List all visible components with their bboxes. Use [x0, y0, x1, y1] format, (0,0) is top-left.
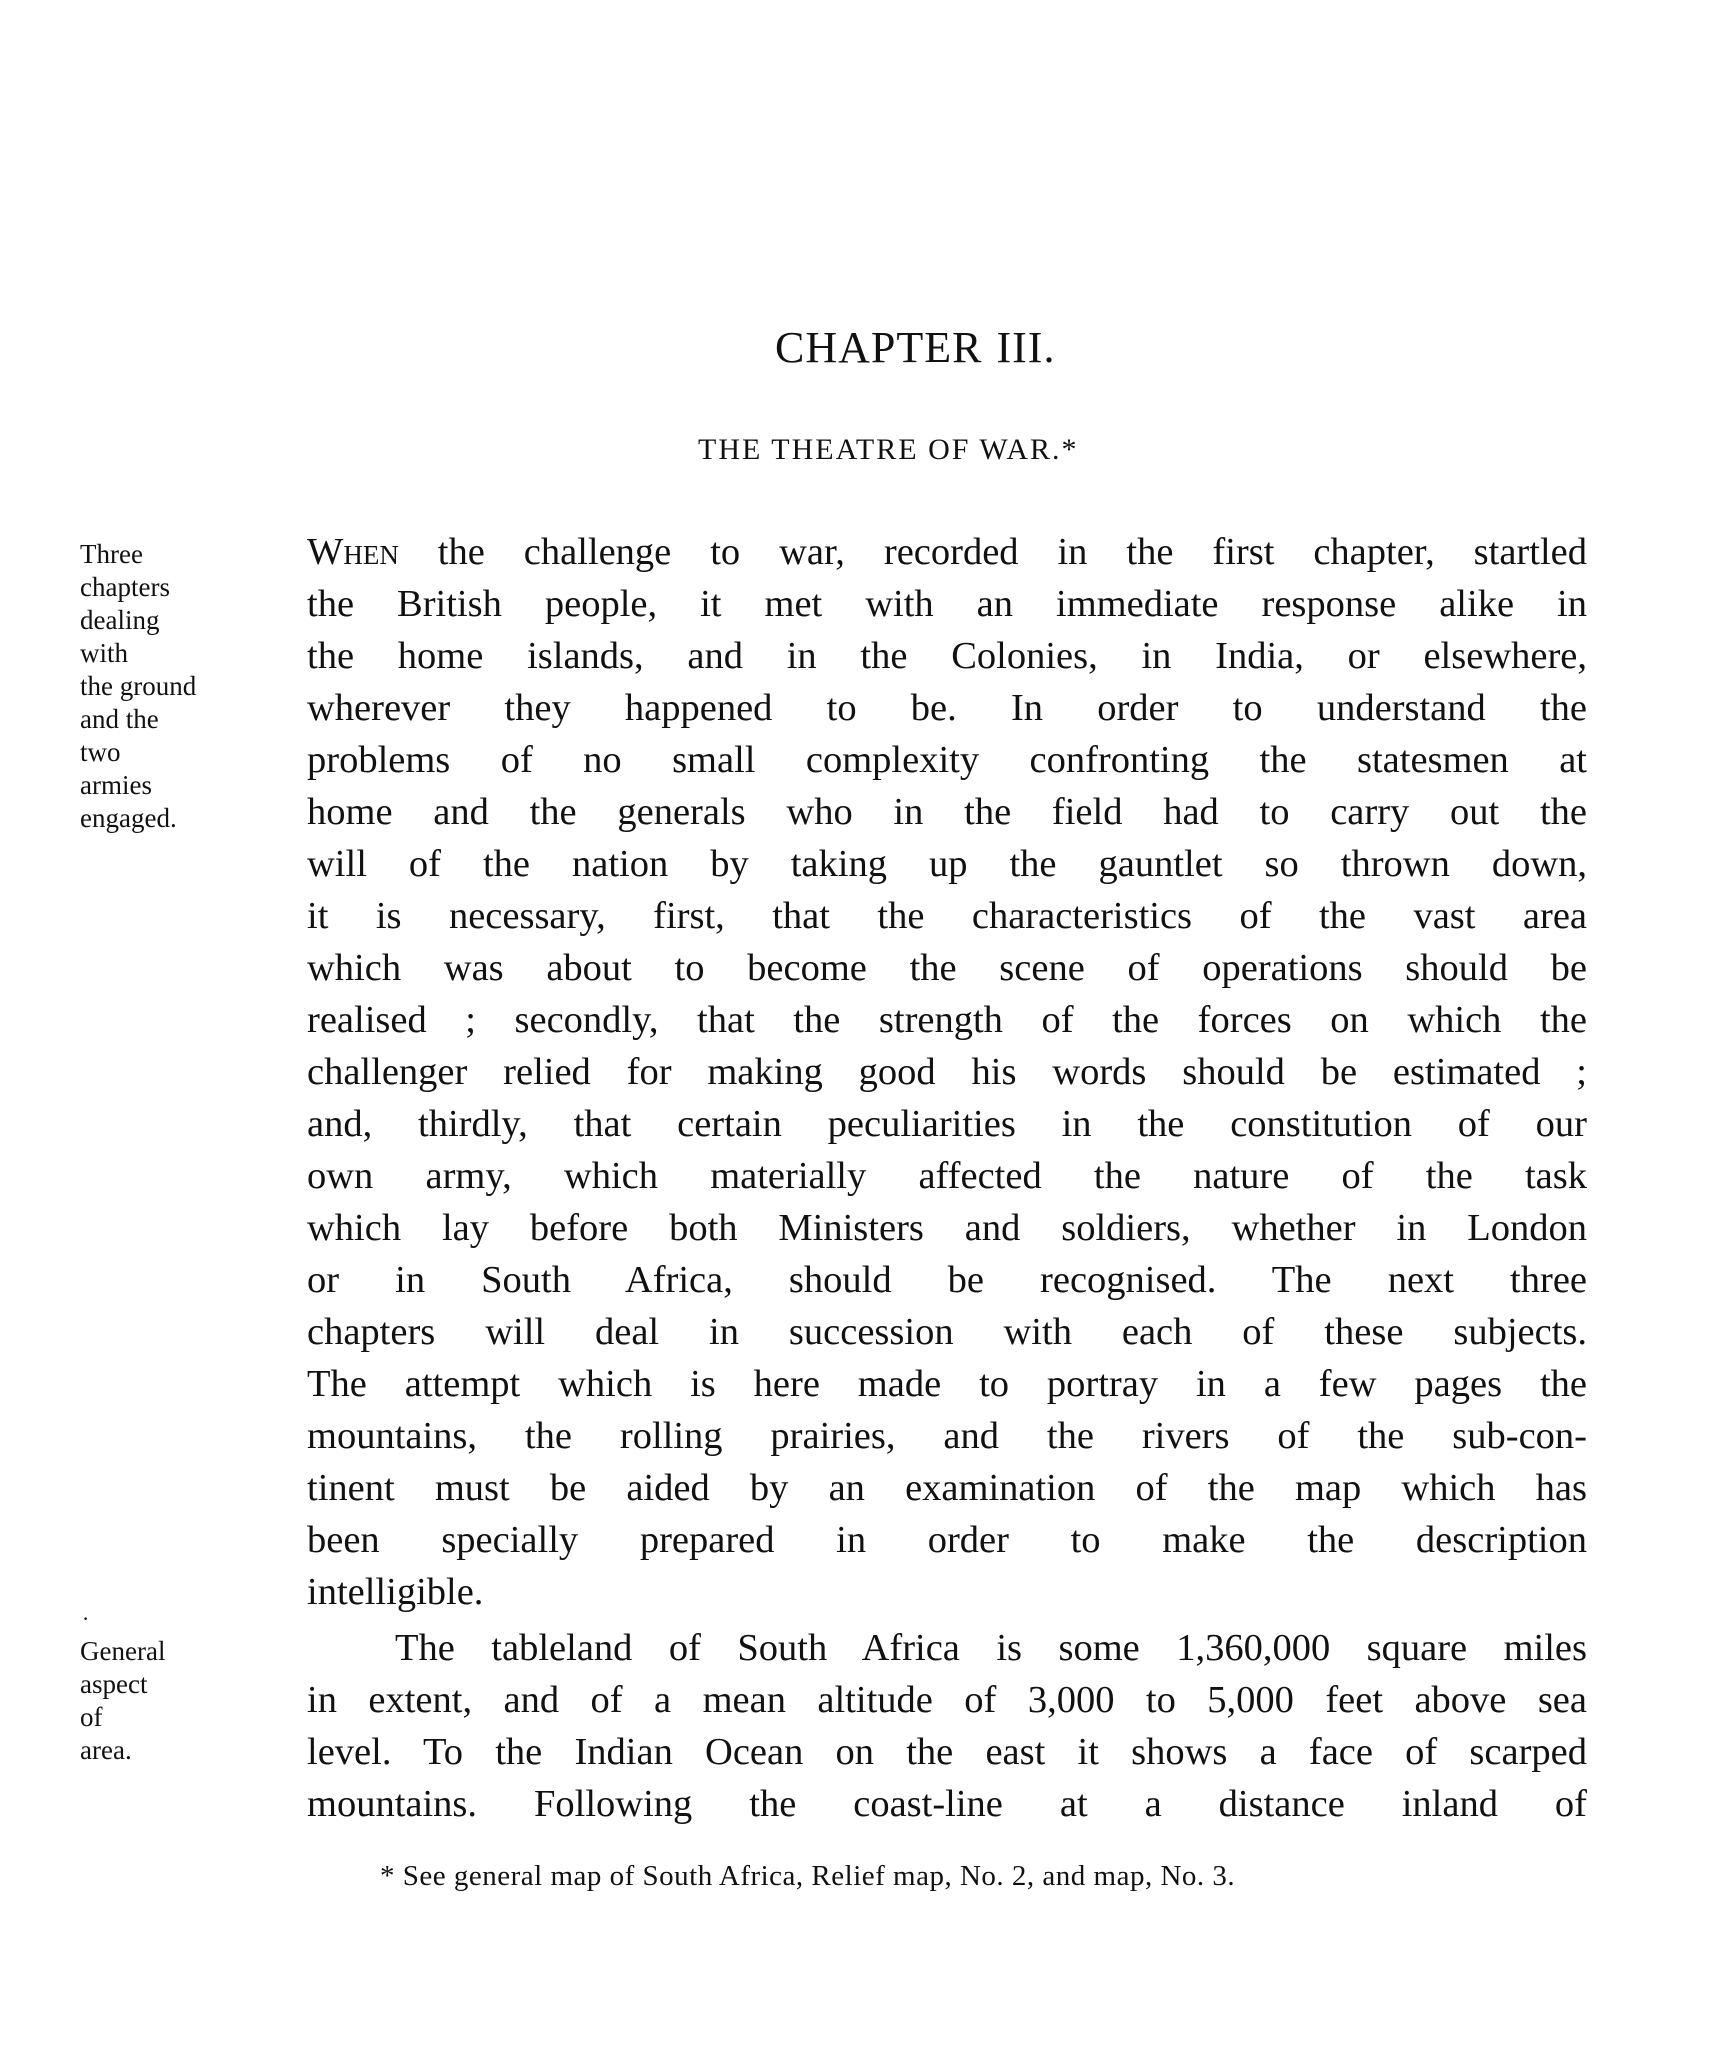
- margin-note-line: of: [80, 1702, 103, 1732]
- body-line: and, thirdly, that certain peculiarities in the constitution of our: [307, 1103, 1587, 1145]
- margin-note-line: two: [80, 737, 121, 767]
- body-line: mountains. Following the coast-line at a distance inland of: [307, 1783, 1587, 1825]
- first-word: When: [307, 531, 399, 573]
- body-line: tinent must be aided by an examination of the map which has: [307, 1467, 1587, 1509]
- body-line: which lay before both Ministers and soldiers, whether in London: [307, 1207, 1587, 1249]
- body-line: will of the nation by taking up the gauntlet so thrown down,: [307, 843, 1587, 885]
- chapter-number: III.: [996, 323, 1056, 372]
- stray-mark: ·: [82, 1606, 90, 1631]
- body-line: [307, 526, 1587, 578]
- body-line: the home islands, and in the Colonies, in India, or elsewhere,: [307, 635, 1587, 677]
- body-line: which was about to become the scene of operations should be: [307, 947, 1587, 989]
- margin-note-line: and the: [80, 704, 159, 734]
- body-line: or in South Africa, should be recognised. The next three: [307, 1259, 1587, 1301]
- chapter-label: CHAPTER: [775, 323, 983, 372]
- body-line: challenger relied for making good his words should be estimated ;: [307, 1051, 1587, 1093]
- body-line: mountains, the rolling prairies, and the rivers of the sub-con-: [307, 1415, 1587, 1457]
- body-line: wherever they happened to be. In order to understand the: [307, 687, 1587, 729]
- body-line: The attempt which is here made to portray in a few pages the: [307, 1363, 1587, 1405]
- margin-note-line: armies: [80, 770, 152, 800]
- body-line-text: the challenge to war, recorded in the first chapter, startled: [398, 531, 1587, 573]
- body-line: The tableland of South Africa is some 1,360,000 square miles: [395, 1627, 1587, 1669]
- section-title: THE THEATRE OF WAR.*: [698, 433, 1079, 466]
- margin-note-line: dealing: [80, 605, 160, 635]
- body-line: level. To the Indian Ocean on the east it shows a face of scarped: [307, 1731, 1587, 1773]
- footnote: * See general map of South Africa, Relief map, No. 2, and map, No. 3.: [380, 1860, 1236, 1892]
- margin-note-line: with: [80, 638, 129, 668]
- body-line: the British people, it met with an immediate response alike in: [307, 583, 1587, 625]
- body-line: it is necessary, first, that the characteristics of the vast area: [307, 895, 1587, 937]
- body-line: intelligible.: [307, 1571, 484, 1613]
- margin-note-line: the ground: [80, 671, 197, 701]
- margin-note-chapters: [80, 538, 250, 835]
- body-line: in extent, and of a mean altitude of 3,000 to 5,000 feet above sea: [307, 1679, 1587, 1721]
- body-line: own army, which materially affected the nature of the task: [307, 1155, 1587, 1197]
- margin-note-line: aspect: [80, 1669, 148, 1699]
- body-line: realised ; secondly, that the strength of the forces on which the: [307, 999, 1587, 1041]
- body-line: home and the generals who in the field had to carry out the: [307, 791, 1587, 833]
- body-line: been specially prepared in order to make the description: [307, 1519, 1587, 1561]
- margin-note-line: chapters: [80, 572, 170, 602]
- body-line: chapters will deal in succession with each of these subjects.: [307, 1311, 1587, 1353]
- margin-note-line: General: [80, 1636, 166, 1666]
- margin-note-line: area.: [80, 1735, 132, 1765]
- body-line: problems of no small complexity confronting the statesmen at: [307, 739, 1587, 781]
- margin-note-line: engaged.: [80, 803, 177, 833]
- margin-note-general-aspect: [80, 1635, 250, 1767]
- margin-note-line: Three: [80, 539, 143, 569]
- chapter-heading: [775, 322, 1055, 373]
